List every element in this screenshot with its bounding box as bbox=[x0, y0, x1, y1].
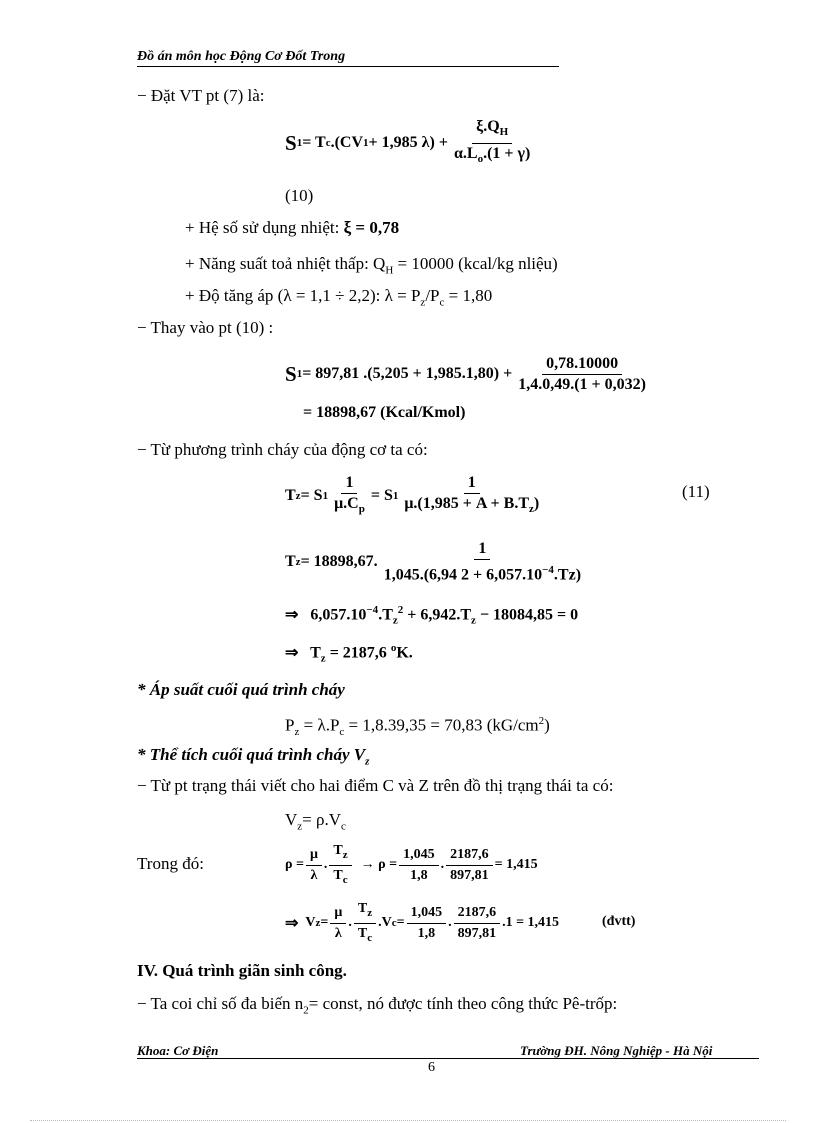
eq-sub: c bbox=[391, 917, 397, 929]
section-heading bbox=[137, 745, 369, 771]
eq-num: 0,78.10000 bbox=[542, 355, 622, 375]
text-line bbox=[285, 810, 346, 836]
footer-right: Trường ĐH. Nông Nghiệp - Hà Nội bbox=[520, 1043, 713, 1058]
eq-sub: z bbox=[342, 848, 348, 861]
eq-num: 2187,6 bbox=[446, 846, 493, 866]
eq-sub: z bbox=[320, 652, 326, 665]
eq-term: − 18084,85 = 0 bbox=[475, 606, 579, 624]
text-line bbox=[285, 711, 550, 742]
equation-vz: ⇒ V z = $\frac{\mu}{\lambda}$ . $\frac{T_z}{T_c}$ .V c = $\frac{1,045}{1,8}$ . $\frac{2187,6}{897,81}$ .1 = 1,415 bbox=[285, 898, 559, 948]
text-span: − Ta coi chỉ số đa biến n bbox=[137, 994, 304, 1013]
eq-num: T bbox=[357, 900, 368, 916]
eq-term: = bbox=[320, 915, 329, 930]
eq-den: 1,8 bbox=[417, 925, 436, 941]
eq-fraction bbox=[450, 118, 534, 167]
eq-term: T bbox=[285, 487, 296, 504]
eq-term: T bbox=[285, 553, 296, 570]
footer-left: Khoa: Cơ Điện bbox=[137, 1043, 219, 1058]
eq-num: μ bbox=[330, 904, 346, 924]
eq-den: T bbox=[333, 867, 343, 883]
eq-fraction bbox=[399, 846, 439, 885]
text-line: − Đặt VT pt (7) là: bbox=[137, 86, 265, 105]
eq-term: S bbox=[285, 130, 297, 155]
eq-term: .V bbox=[378, 915, 392, 930]
eq-sup: −4 bbox=[366, 604, 379, 616]
text-line: − Từ pt trạng thái viết cho hai điểm C và Z trên đồ thị trạng thái ta có: bbox=[137, 776, 614, 795]
equation-result: = 18898,67 (Kcal/Kmol) bbox=[303, 404, 466, 421]
eq-sub: z bbox=[295, 490, 301, 502]
eq-term: = 897,81 .(5,205 + 1,985.1,80) + bbox=[302, 365, 513, 382]
eq-den: α.L bbox=[453, 144, 478, 162]
eq-den: 897,81 bbox=[457, 925, 497, 941]
eq-den: 1,8 bbox=[410, 867, 428, 883]
eq-sub: 1 bbox=[322, 490, 329, 502]
unit-label: (đvtt) bbox=[602, 914, 636, 929]
text-line: − Thay vào pt (10) : bbox=[137, 318, 274, 337]
equation-s1-numeric bbox=[285, 350, 652, 398]
eq-sub: c bbox=[367, 931, 373, 944]
text-sub: 2 bbox=[303, 1004, 309, 1017]
eq-term: ρ = bbox=[285, 857, 304, 872]
eq-term: → ρ = bbox=[360, 857, 398, 872]
text-span: P bbox=[285, 715, 295, 735]
eq-sub: 1 bbox=[296, 368, 303, 380]
eq-num: μ bbox=[306, 846, 322, 866]
equation-tz bbox=[285, 470, 545, 522]
text-sub: c bbox=[339, 726, 345, 739]
text-span: + Năng suất toả nhiệt thấp: Q bbox=[185, 254, 386, 273]
text-span: = 10000 (kcal/kg nliệu) bbox=[393, 254, 558, 273]
text-span: = const, nó được tính theo công thức Pê-trốp: bbox=[308, 994, 618, 1013]
eq-fraction bbox=[407, 904, 447, 943]
eq-term: .1 = 1,415 bbox=[502, 915, 560, 930]
eq-fraction bbox=[354, 900, 376, 947]
eq-term: K. bbox=[396, 644, 413, 662]
eq-sub: z bbox=[315, 917, 321, 929]
eq-sup: 2 bbox=[397, 604, 404, 616]
eq-sup: −4 bbox=[542, 563, 554, 576]
eq-fraction bbox=[329, 842, 351, 889]
eq-sub: z bbox=[529, 503, 534, 516]
text-sub: z bbox=[297, 820, 303, 833]
eq-den: ) bbox=[533, 494, 540, 512]
eq-fraction bbox=[380, 540, 585, 584]
eq-fraction bbox=[306, 846, 322, 885]
eq-den: .Tz) bbox=[553, 566, 582, 584]
equation-s1 bbox=[285, 117, 536, 169]
eq-term: .(C bbox=[330, 134, 352, 151]
text-span: ) bbox=[544, 715, 550, 735]
text-span: = 1,8.39,35 = 70,83 (kG/cm bbox=[344, 715, 539, 735]
text-span: * Thể tích cuối quá trình cháy V bbox=[137, 745, 366, 764]
text-sub: z bbox=[294, 726, 300, 739]
text-span: V bbox=[285, 810, 298, 829]
page-header: Đồ án môn học Động Cơ Đốt Trong bbox=[137, 49, 559, 67]
eq-fraction bbox=[330, 474, 369, 518]
eq-term: .T bbox=[378, 606, 393, 624]
eq-sub: z bbox=[471, 614, 476, 627]
equation-quadratic bbox=[285, 604, 578, 627]
eq-term: = bbox=[396, 915, 405, 930]
eq-term: = 2187,6 bbox=[325, 644, 391, 662]
eq-term: = S bbox=[370, 487, 393, 504]
eq-sub: 1 bbox=[392, 490, 399, 502]
equation-tz-numeric bbox=[285, 538, 587, 586]
text-sub: c bbox=[439, 296, 445, 309]
eq-num: 1,045 bbox=[407, 904, 447, 924]
eq-num: 1 bbox=[464, 474, 480, 494]
eq-num: 1 bbox=[341, 474, 357, 494]
text-sub: z bbox=[420, 296, 426, 309]
eq-num: 1,045 bbox=[399, 846, 439, 866]
section-heading: IV. Quá trình giãn sinh công. bbox=[137, 961, 347, 980]
eq-term: T bbox=[310, 644, 321, 662]
equation-tz-result bbox=[285, 642, 413, 665]
eq-den: 1,4.0,49.(1 + 0,032) bbox=[518, 375, 646, 393]
text-span: ξ = 0,78 bbox=[343, 218, 400, 237]
footer-rule bbox=[137, 1058, 759, 1059]
equation-number: (11) bbox=[682, 482, 710, 501]
eq-den: μ.(1,985 + A + B.T bbox=[404, 494, 529, 512]
eq-den: λ bbox=[334, 925, 342, 941]
eq-fraction bbox=[446, 846, 493, 885]
eq-term: = 18898,67. bbox=[300, 553, 378, 570]
eq-sub: o bbox=[477, 152, 484, 165]
eq-term: = S bbox=[300, 487, 323, 504]
eq-term: + 1,985 λ) + bbox=[368, 134, 448, 151]
text-sub: H bbox=[385, 264, 394, 277]
eq-den: μ.C bbox=[334, 494, 359, 512]
text-span: = λ.P bbox=[299, 715, 340, 735]
eq-sub: z bbox=[367, 906, 373, 919]
text-line bbox=[185, 286, 492, 312]
text-sup: 2 bbox=[538, 715, 545, 727]
text-line: Trong đó: bbox=[137, 854, 204, 873]
text-span: = ρ.V bbox=[302, 810, 342, 829]
text-span: + Hệ số sử dụng nhiệt: bbox=[185, 218, 340, 237]
eq-sub: H bbox=[499, 126, 509, 139]
section-heading: * Áp suất cuối quá trình cháy bbox=[137, 680, 345, 699]
eq-den: T bbox=[357, 925, 368, 941]
eq-num: ξ.Q bbox=[476, 118, 500, 136]
eq-den: .(1 + γ) bbox=[483, 144, 531, 162]
page-number: 6 bbox=[428, 1060, 435, 1075]
eq-fraction bbox=[454, 904, 501, 943]
eq-den: λ bbox=[310, 867, 318, 883]
eq-den: 1,045.(6,94 2 + 6,057.10 bbox=[383, 566, 543, 584]
equation-number: (10) bbox=[285, 186, 314, 205]
text-span: + Độ tăng áp (λ = 1,1 ÷ 2,2): λ = P bbox=[185, 286, 421, 305]
eq-term: = 1,415 bbox=[494, 857, 538, 872]
eq-term: V bbox=[305, 915, 316, 930]
equation-rho: ρ = $\frac{\mu}{\lambda}$ . $\frac{T_z}{T_c}$ → ρ = $\frac{1,045}{1,8}$ . $\frac{2187,6}{897,81}$ = 1,415 bbox=[285, 840, 538, 890]
implies-symbol: ⇒ bbox=[285, 644, 299, 662]
text-sub: c bbox=[341, 820, 346, 833]
eq-term: S bbox=[285, 361, 297, 386]
eq-sub: z bbox=[392, 614, 398, 627]
eq-fraction bbox=[330, 904, 346, 943]
eq-fraction bbox=[514, 355, 650, 394]
eq-sub: 1 bbox=[296, 137, 303, 149]
eq-term: = T bbox=[302, 134, 326, 151]
eq-term: 6,057.10 bbox=[310, 606, 367, 624]
text-sub: z bbox=[365, 755, 370, 768]
eq-term: V bbox=[351, 134, 364, 151]
eq-term: + 6,942.T bbox=[403, 606, 472, 624]
eq-den: 897,81 bbox=[450, 867, 489, 883]
eq-num: 1 bbox=[474, 540, 490, 560]
eq-sub: c bbox=[325, 137, 331, 149]
eq-sub: 1 bbox=[363, 137, 369, 149]
eq-sub: p bbox=[358, 503, 365, 516]
text-span: /P bbox=[425, 286, 440, 305]
eq-num: T bbox=[333, 842, 343, 858]
text-line bbox=[137, 994, 617, 1020]
eq-sub: c bbox=[342, 873, 348, 886]
eq-sup: o bbox=[390, 642, 397, 654]
implies-symbol: ⇒ bbox=[285, 915, 299, 932]
eq-sub: z bbox=[295, 556, 301, 568]
text-line: − Từ phương trình cháy của động cơ ta có: bbox=[137, 440, 428, 459]
eq-fraction bbox=[400, 474, 543, 518]
implies-symbol: ⇒ bbox=[285, 606, 299, 624]
text-line bbox=[185, 218, 399, 238]
page-edge-divider bbox=[30, 1120, 786, 1121]
text-span: = 1,80 bbox=[444, 286, 493, 305]
text-line bbox=[185, 254, 558, 280]
eq-num: 2187,6 bbox=[454, 904, 501, 924]
